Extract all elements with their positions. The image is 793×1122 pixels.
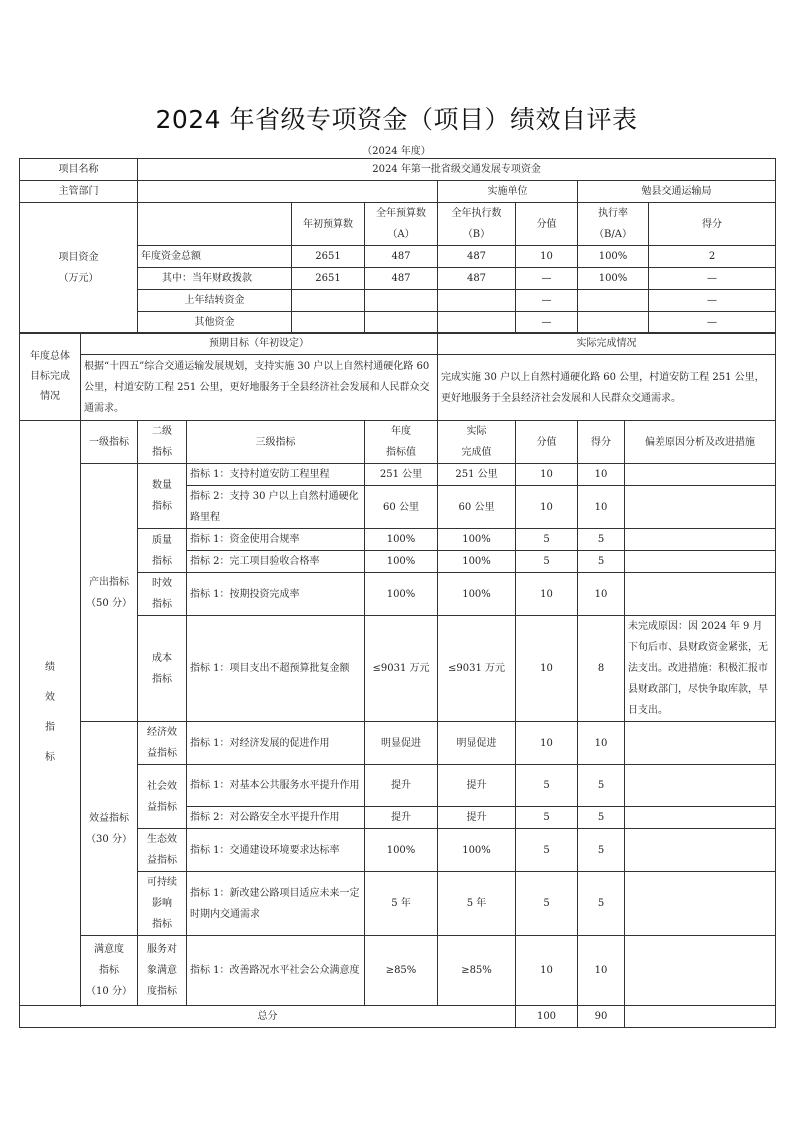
indicator-analysis [625, 872, 776, 936]
col-exec-rate-label: 执行率 [598, 208, 628, 219]
indicator-value: 10 [516, 573, 578, 616]
indicator-value: 10 [516, 616, 578, 722]
indicator-row [20, 936, 776, 1006]
indicator-name: 指标 1：新改建公路项目适应未来一定时期内交通需求 [187, 872, 365, 936]
social-line2: 益指标 [147, 801, 177, 813]
col-analysis: 偏差原因分析及改进措施 [625, 421, 776, 464]
indicator-analysis [625, 722, 776, 765]
satisfaction-indicators-label [81, 936, 138, 1006]
funds-row-label: 其中：当年财政拨款 [138, 268, 292, 290]
ecological-line2: 益指标 [147, 855, 177, 866]
indicator-target: 100% [365, 829, 438, 872]
indicator-actual: 251 公里 [438, 464, 516, 486]
col-actual-line1: 实际 [466, 426, 487, 437]
funds-budget [365, 312, 438, 334]
benefit-label-line1: 效益指标 [89, 812, 129, 824]
funds-budget: 487 [365, 268, 438, 290]
social-indicator-label [138, 765, 187, 829]
total-row [20, 1006, 776, 1028]
indicator-score: 5 [578, 829, 625, 872]
funds-row-label: 上年结转资金 [138, 290, 292, 312]
indicator-actual: 100% [438, 551, 516, 573]
expected-goal-text: 根据“十四五”综合交通运输发展规划，支持实施 30 户以上自然村通硬化路 60 公里，村道安防工程 251 公里，更好地服务于全县经济社会发展和人民群众交通需求。 [81, 355, 438, 421]
indicators-table [19, 420, 776, 1028]
indicator-analysis [625, 486, 776, 529]
quality-line1: 质量 [152, 534, 172, 546]
indicator-actual: 100% [438, 829, 516, 872]
col-annual-budget-label: 全年预算数 [376, 208, 426, 219]
cost-indicator-label [138, 616, 187, 722]
funds-value: — [516, 268, 578, 290]
funds-value: — [516, 290, 578, 312]
indicator-target: 100% [365, 529, 438, 551]
output-indicators-label [81, 464, 138, 722]
actual-goal-text: 完成实施 30 户以上自然村通硬化路 60 公里，村道安防工程 251 公里，更好地服务于全县经济社会发展和人民群众交通需求。 [438, 355, 776, 421]
funds-score: — [649, 290, 776, 312]
total-score: 90 [578, 1006, 625, 1028]
funds-label-line2: （万元） [58, 273, 99, 284]
service-satisfaction-line2: 象满意 [147, 965, 177, 976]
indicator-row [20, 722, 776, 765]
funds-budget [365, 290, 438, 312]
quantity-line1: 数量 [152, 480, 172, 491]
col-target-line2: 指标值 [386, 447, 416, 458]
dept-value [138, 181, 438, 203]
goals-label [20, 333, 81, 421]
indicator-target: ≤9031 万元 [365, 616, 438, 722]
economic-line1: 经济效 [147, 727, 177, 738]
indicator-score: 10 [578, 936, 625, 1006]
indicator-actual: 提升 [438, 807, 516, 829]
service-satisfaction-line1: 服务对 [147, 944, 177, 955]
page-subtitle: （2024 年度） [362, 146, 431, 157]
indicator-value: 10 [516, 486, 578, 529]
indicator-target: 明显促进 [365, 722, 438, 765]
expected-goal-header: 预期目标（年初设定） [81, 333, 438, 355]
indicator-name: 指标 2：对公路安全水平提升作用 [187, 807, 365, 829]
indicator-value: 5 [516, 551, 578, 573]
col-annual-exec-label: 全年执行数 [451, 208, 502, 219]
funds-label-line1: 项目资金 [58, 252, 99, 263]
indicator-actual: 明显促进 [438, 722, 516, 765]
indicator-score: 10 [578, 722, 625, 765]
indicator-target: 提升 [365, 765, 438, 807]
quantity-indicator-label [138, 464, 187, 529]
funds-row-label: 其他资金 [138, 312, 292, 334]
col-annual-exec [438, 203, 516, 246]
indicator-analysis [625, 551, 776, 573]
funds-exec [438, 290, 516, 312]
indicator-name: 指标 1：按期投资完成率 [187, 573, 365, 616]
col-level3: 三级指标 [187, 421, 365, 464]
indicator-target: 100% [365, 573, 438, 616]
indicator-score: 5 [578, 551, 625, 573]
actual-goal-header: 实际完成情况 [438, 333, 776, 355]
funds-row-label: 年度资金总额 [138, 246, 292, 268]
funds-exec [438, 312, 516, 334]
funds-score: — [649, 268, 776, 290]
col-value: 分值 [516, 421, 578, 464]
indicator-actual: 提升 [438, 765, 516, 807]
satisfaction-label-line2: 指标 [99, 965, 119, 976]
col-score-value: 分值 [516, 203, 578, 246]
quality-indicator-label [138, 529, 187, 573]
indicator-name: 指标 1：支持村道安防工程里程 [187, 464, 365, 486]
col-level2 [138, 421, 187, 464]
ecological-line1: 生态效 [147, 834, 177, 845]
service-satisfaction-label [138, 936, 187, 1006]
indicator-score: 10 [578, 573, 625, 616]
indicator-analysis [625, 936, 776, 1006]
col-actual [438, 421, 516, 464]
total-analysis [625, 1006, 776, 1028]
indicator-actual: 100% [438, 573, 516, 616]
goals-label-line3: 情况 [40, 390, 60, 402]
section-label-char: 效 [45, 692, 55, 703]
sustainable-line1: 可持续 [147, 877, 177, 888]
cost-line1: 成本 [152, 652, 172, 664]
col-initial-budget: 年初预算数 [292, 203, 365, 246]
indicator-name: 指标 1：对经济发展的促进作用 [187, 722, 365, 765]
indicator-target: ≥85% [365, 936, 438, 1006]
funds-label [20, 203, 138, 334]
sustainable-line2: 影响 [152, 898, 172, 909]
indicator-value: 10 [516, 722, 578, 765]
benefit-indicators-label [81, 722, 138, 936]
indicator-actual: 60 公里 [438, 486, 516, 529]
funds-exec: 487 [438, 246, 516, 268]
cost-line2: 指标 [152, 673, 172, 685]
indicator-analysis [625, 529, 776, 551]
indicator-analysis: 未完成原因：因 2024 年 9 月下旬后市、县财政资金紧张，无法支出。改进措施：积极汇报市县财政部门，尽快争取库款，早日支出。 [625, 616, 776, 722]
goals-table [19, 332, 776, 421]
indicator-name: 指标 2：完工项目验收合格率 [187, 551, 365, 573]
output-label-line2: （50 分） [86, 597, 132, 609]
indicator-analysis [625, 829, 776, 872]
indicator-value: 10 [516, 464, 578, 486]
indicator-value: 5 [516, 872, 578, 936]
funds-initial [292, 290, 365, 312]
col-exec-rate-sub: （B/A） [594, 229, 632, 240]
benefit-label-line2: （30 分） [86, 833, 132, 845]
timeliness-line1: 时效 [152, 578, 172, 589]
funds-initial [292, 312, 365, 334]
funds-initial: 2651 [292, 268, 365, 290]
indicator-analysis [625, 464, 776, 486]
col-score: 得分 [649, 203, 776, 246]
indicator-analysis [625, 807, 776, 829]
col-exec-rate [578, 203, 649, 246]
social-line1: 社会效 [147, 780, 177, 792]
indicator-score: 5 [578, 807, 625, 829]
indicator-score: 8 [578, 616, 625, 722]
col-actual-line2: 完成值 [461, 447, 492, 458]
indicator-actual: ≤9031 万元 [438, 616, 516, 722]
indicator-target: 100% [365, 551, 438, 573]
performance-indicators-label [20, 421, 81, 1006]
funds-rate [578, 312, 649, 334]
indicator-target: 5 年 [365, 872, 438, 936]
quality-line2: 指标 [152, 555, 172, 567]
col-target-line1: 年度 [391, 426, 411, 437]
indicator-name: 指标 1：改善路况水平社会公众满意度 [187, 936, 365, 1006]
col-level2-line2: 指标 [152, 447, 172, 458]
indicator-actual: 5 年 [438, 872, 516, 936]
quantity-line2: 指标 [152, 501, 172, 512]
section-label-char: 绩 [45, 662, 55, 673]
indicator-score: 5 [578, 872, 625, 936]
indicator-analysis [625, 765, 776, 807]
indicator-target: 60 公里 [365, 486, 438, 529]
indicator-target: 251 公里 [365, 464, 438, 486]
indicator-value: 10 [516, 936, 578, 1006]
satisfaction-label-line3: （10 分） [86, 986, 132, 997]
col-annual-budget-sub: （A） [387, 229, 415, 240]
total-label: 总分 [20, 1006, 516, 1028]
indicator-actual: ≥85% [438, 936, 516, 1006]
ecological-indicator-label [138, 829, 187, 872]
indicator-actual: 100% [438, 529, 516, 551]
funds-table [19, 158, 776, 334]
page-title: 2024 年省级专项资金（项目）绩效自评表 [155, 105, 638, 134]
timeliness-indicator-label [138, 573, 187, 616]
economic-indicator-label [138, 722, 187, 765]
impl-unit-value: 勉县交通运输局 [578, 181, 776, 203]
indicator-score: 5 [578, 529, 625, 551]
funds-score: — [649, 312, 776, 334]
project-name-value: 2024 年第一批省级交通发展专项资金 [138, 159, 776, 181]
section-label-char: 标 [45, 752, 55, 763]
funds-value: 10 [516, 246, 578, 268]
col-level2-line1: 二级 [152, 426, 172, 437]
economic-line2: 益指标 [147, 748, 177, 759]
funds-value: — [516, 312, 578, 334]
indicator-score: 5 [578, 765, 625, 807]
indicator-row [20, 464, 776, 486]
indicator-value: 5 [516, 529, 578, 551]
output-label-line1: 产出指标 [89, 576, 129, 588]
goals-label-line1: 年度总体 [30, 350, 70, 362]
funds-rate: 100% [578, 246, 649, 268]
funds-budget: 487 [365, 246, 438, 268]
project-name-label: 项目名称 [20, 159, 138, 181]
funds-initial: 2651 [292, 246, 365, 268]
indicator-name: 指标 1：交通建设环境要求达标率 [187, 829, 365, 872]
goals-label-line2: 目标完成 [30, 370, 70, 382]
timeliness-line2: 指标 [152, 599, 172, 610]
section-label-char: 指 [45, 722, 55, 733]
indicator-value: 5 [516, 807, 578, 829]
col-annual-exec-sub: （B） [462, 229, 491, 240]
indicator-name: 指标 1：项目支出不超预算批复金额 [187, 616, 365, 722]
sustainable-indicator-label [138, 872, 187, 936]
col-level1: 一级指标 [81, 421, 138, 464]
service-satisfaction-line3: 度指标 [147, 986, 177, 997]
indicator-name: 指标 2：支持 30 户以上自然村通硬化路里程 [187, 486, 365, 529]
col-annual-budget [365, 203, 438, 246]
funds-rate: 100% [578, 268, 649, 290]
funds-header-blank [138, 203, 292, 246]
satisfaction-label-line1: 满意度 [94, 944, 124, 955]
funds-rate [578, 290, 649, 312]
funds-score: 2 [649, 246, 776, 268]
indicator-score: 10 [578, 464, 625, 486]
indicator-analysis [625, 573, 776, 616]
indicator-value: 5 [516, 829, 578, 872]
sustainable-line3: 指标 [152, 919, 172, 930]
col-target [365, 421, 438, 464]
indicator-score: 10 [578, 486, 625, 529]
indicator-name: 指标 1：对基本公共服务水平提升作用 [187, 765, 365, 807]
indicator-name: 指标 1：资金使用合规率 [187, 529, 365, 551]
dept-label: 主管部门 [20, 181, 138, 203]
impl-unit-label: 实施单位 [438, 181, 578, 203]
col-score: 得分 [578, 421, 625, 464]
indicator-value: 5 [516, 765, 578, 807]
funds-exec: 487 [438, 268, 516, 290]
total-value: 100 [516, 1006, 578, 1028]
indicator-target: 提升 [365, 807, 438, 829]
